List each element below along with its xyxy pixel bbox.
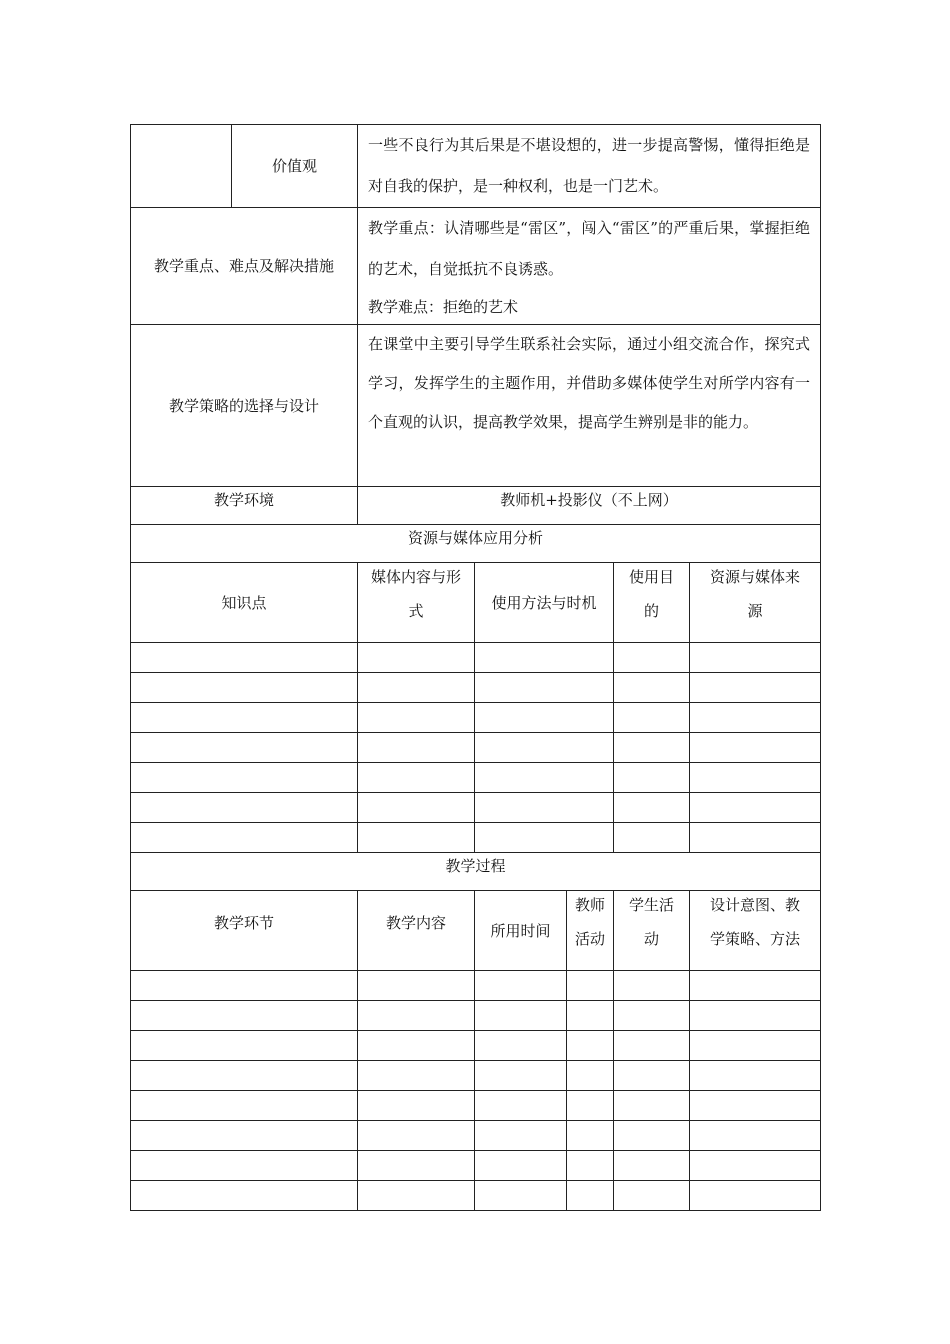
empty-cell	[131, 763, 358, 793]
process-title-row	[131, 853, 821, 891]
values-text-cell	[358, 125, 821, 208]
header-design	[690, 891, 821, 971]
header-stage: 教学环节	[131, 891, 358, 971]
empty-cell	[614, 763, 690, 793]
empty-cell	[358, 1121, 475, 1151]
header-content: 教学内容	[358, 891, 475, 971]
empty-cell	[614, 971, 690, 1001]
empty-cell	[131, 1181, 358, 1211]
resources-row	[131, 643, 821, 673]
empty-cell	[358, 823, 475, 853]
empty-cell	[690, 733, 821, 763]
empty-cell	[131, 1151, 358, 1181]
empty-cell	[131, 1091, 358, 1121]
header-source-line2: 源	[747, 602, 763, 620]
resources-row	[131, 673, 821, 703]
header-teacher-line2: 活动	[574, 930, 605, 948]
header-media-content-line1: 媒体内容与形	[370, 568, 461, 586]
empty-cell	[567, 971, 614, 1001]
empty-cell	[358, 1091, 475, 1121]
values-text: 一些不良行为其后果是不堪设想的，进一步提高警惕，懂得拒绝是对自我的保护，是一种权利，也是一门艺术。	[368, 136, 811, 195]
empty-cell	[690, 1181, 821, 1211]
empty-cell	[358, 1181, 475, 1211]
empty-cell	[131, 673, 358, 703]
environment-row	[131, 487, 821, 525]
empty-cell	[475, 823, 614, 853]
empty-cell	[567, 1031, 614, 1061]
resources-row	[131, 823, 821, 853]
header-usage: 使用方法与时机	[475, 563, 614, 643]
empty-cell	[358, 673, 475, 703]
key-points-difficulty: 教学难点：拒绝的艺术	[368, 298, 519, 316]
header-purpose	[614, 563, 690, 643]
empty-cell	[690, 823, 821, 853]
strategy-row	[131, 325, 821, 487]
empty-cell	[690, 1031, 821, 1061]
empty-cell	[475, 1001, 567, 1031]
empty-cell	[690, 703, 821, 733]
empty-cell	[690, 1091, 821, 1121]
empty-cell	[131, 971, 358, 1001]
empty-cell	[690, 971, 821, 1001]
resources-title: 资源与媒体应用分析	[131, 525, 821, 563]
values-row	[131, 125, 821, 208]
header-student-activity	[614, 891, 690, 971]
strategy-label: 教学策略的选择与设计	[131, 325, 358, 487]
empty-cell	[131, 703, 358, 733]
empty-cell	[567, 1001, 614, 1031]
process-row	[131, 1091, 821, 1121]
process-row	[131, 971, 821, 1001]
empty-cell	[614, 1061, 690, 1091]
process-row	[131, 1001, 821, 1031]
empty-cell	[475, 1061, 567, 1091]
empty-cell	[131, 1001, 358, 1031]
empty-cell	[614, 1121, 690, 1151]
values-label: 价值观	[232, 125, 358, 208]
empty-cell	[567, 1181, 614, 1211]
empty-cell	[690, 1151, 821, 1181]
empty-cell	[567, 1091, 614, 1121]
empty-cell	[567, 1121, 614, 1151]
header-source-line1: 资源与媒体来	[710, 568, 801, 586]
key-points-label: 教学重点、难点及解决措施	[131, 208, 358, 325]
process-row	[131, 1181, 821, 1211]
process-header-row	[131, 891, 821, 971]
header-purpose-line2: 的	[643, 602, 659, 620]
empty-cell	[475, 643, 614, 673]
environment-value: 教师机+投影仪（不上网）	[358, 487, 821, 525]
empty-cell	[690, 1121, 821, 1151]
empty-cell	[131, 1031, 358, 1061]
header-design-line1: 设计意图、教	[710, 896, 801, 914]
empty-cell	[614, 1091, 690, 1121]
header-student-line1: 学生活	[628, 896, 674, 914]
empty-cell	[131, 643, 358, 673]
empty-cell	[131, 733, 358, 763]
key-points-cell	[358, 208, 821, 325]
process-row	[131, 1031, 821, 1061]
strategy-cell	[358, 325, 821, 487]
values-empty-cell	[131, 125, 232, 208]
empty-cell	[475, 1031, 567, 1061]
header-knowledge: 知识点	[131, 563, 358, 643]
empty-cell	[690, 1061, 821, 1091]
empty-cell	[690, 673, 821, 703]
header-student-line2: 动	[643, 930, 659, 948]
resources-row	[131, 733, 821, 763]
resources-header-row	[131, 563, 821, 643]
environment-label: 教学环境	[131, 487, 358, 525]
empty-cell	[358, 733, 475, 763]
empty-cell	[475, 1181, 567, 1211]
empty-cell	[475, 733, 614, 763]
process-title: 教学过程	[131, 853, 821, 891]
empty-cell	[358, 1061, 475, 1091]
empty-cell	[614, 823, 690, 853]
empty-cell	[614, 1001, 690, 1031]
strategy-text: 在课堂中主要引导学生联系社会实际，通过小组交流合作，探究式学习，发挥学生的主题作用，并借助多媒体使学生对所学内容有一个直观的认识，提高教学效果，提高学生辨别是非的能力。	[368, 335, 811, 431]
header-media-content-line2: 式	[408, 602, 424, 620]
empty-cell	[690, 793, 821, 823]
empty-cell	[614, 1031, 690, 1061]
empty-cell	[614, 1181, 690, 1211]
empty-cell	[614, 673, 690, 703]
empty-cell	[475, 1121, 567, 1151]
empty-cell	[131, 1061, 358, 1091]
key-points-focus: 教学重点：认清哪些是“雷区”，闯入“雷区”的严重后果，掌握拒绝的艺术，自觉抵抗不良诱惑。	[368, 219, 811, 278]
empty-cell	[475, 1091, 567, 1121]
empty-cell	[614, 793, 690, 823]
empty-cell	[358, 703, 475, 733]
empty-cell	[131, 793, 358, 823]
empty-cell	[131, 823, 358, 853]
empty-cell	[614, 733, 690, 763]
empty-cell	[475, 1151, 567, 1181]
empty-cell	[475, 673, 614, 703]
header-teacher-line1: 教师	[574, 896, 605, 914]
empty-cell	[475, 763, 614, 793]
empty-cell	[690, 1001, 821, 1031]
process-row	[131, 1121, 821, 1151]
empty-cell	[358, 763, 475, 793]
empty-cell	[614, 703, 690, 733]
empty-cell	[358, 1001, 475, 1031]
empty-cell	[475, 703, 614, 733]
header-purpose-line1: 使用目	[628, 568, 674, 586]
lesson-plan-table	[130, 124, 821, 1211]
header-design-line2: 学策略、方法	[710, 930, 801, 948]
empty-cell	[475, 971, 567, 1001]
process-row	[131, 1151, 821, 1181]
empty-cell	[567, 1061, 614, 1091]
header-time: 所用时间	[475, 891, 567, 971]
header-source	[690, 563, 821, 643]
empty-cell	[690, 763, 821, 793]
resources-row	[131, 763, 821, 793]
process-row	[131, 1061, 821, 1091]
resources-row	[131, 703, 821, 733]
header-media-content	[358, 563, 475, 643]
empty-cell	[690, 643, 821, 673]
empty-cell	[131, 1121, 358, 1151]
key-points-row	[131, 208, 821, 325]
empty-cell	[358, 1151, 475, 1181]
resources-row	[131, 793, 821, 823]
empty-cell	[358, 1031, 475, 1061]
resources-title-row	[131, 525, 821, 563]
empty-cell	[358, 643, 475, 673]
header-teacher-activity	[567, 891, 614, 971]
empty-cell	[358, 793, 475, 823]
lesson-plan-table-container	[130, 124, 820, 1211]
empty-cell	[614, 1151, 690, 1181]
empty-cell	[567, 1151, 614, 1181]
empty-cell	[614, 643, 690, 673]
empty-cell	[475, 793, 614, 823]
empty-cell	[358, 971, 475, 1001]
